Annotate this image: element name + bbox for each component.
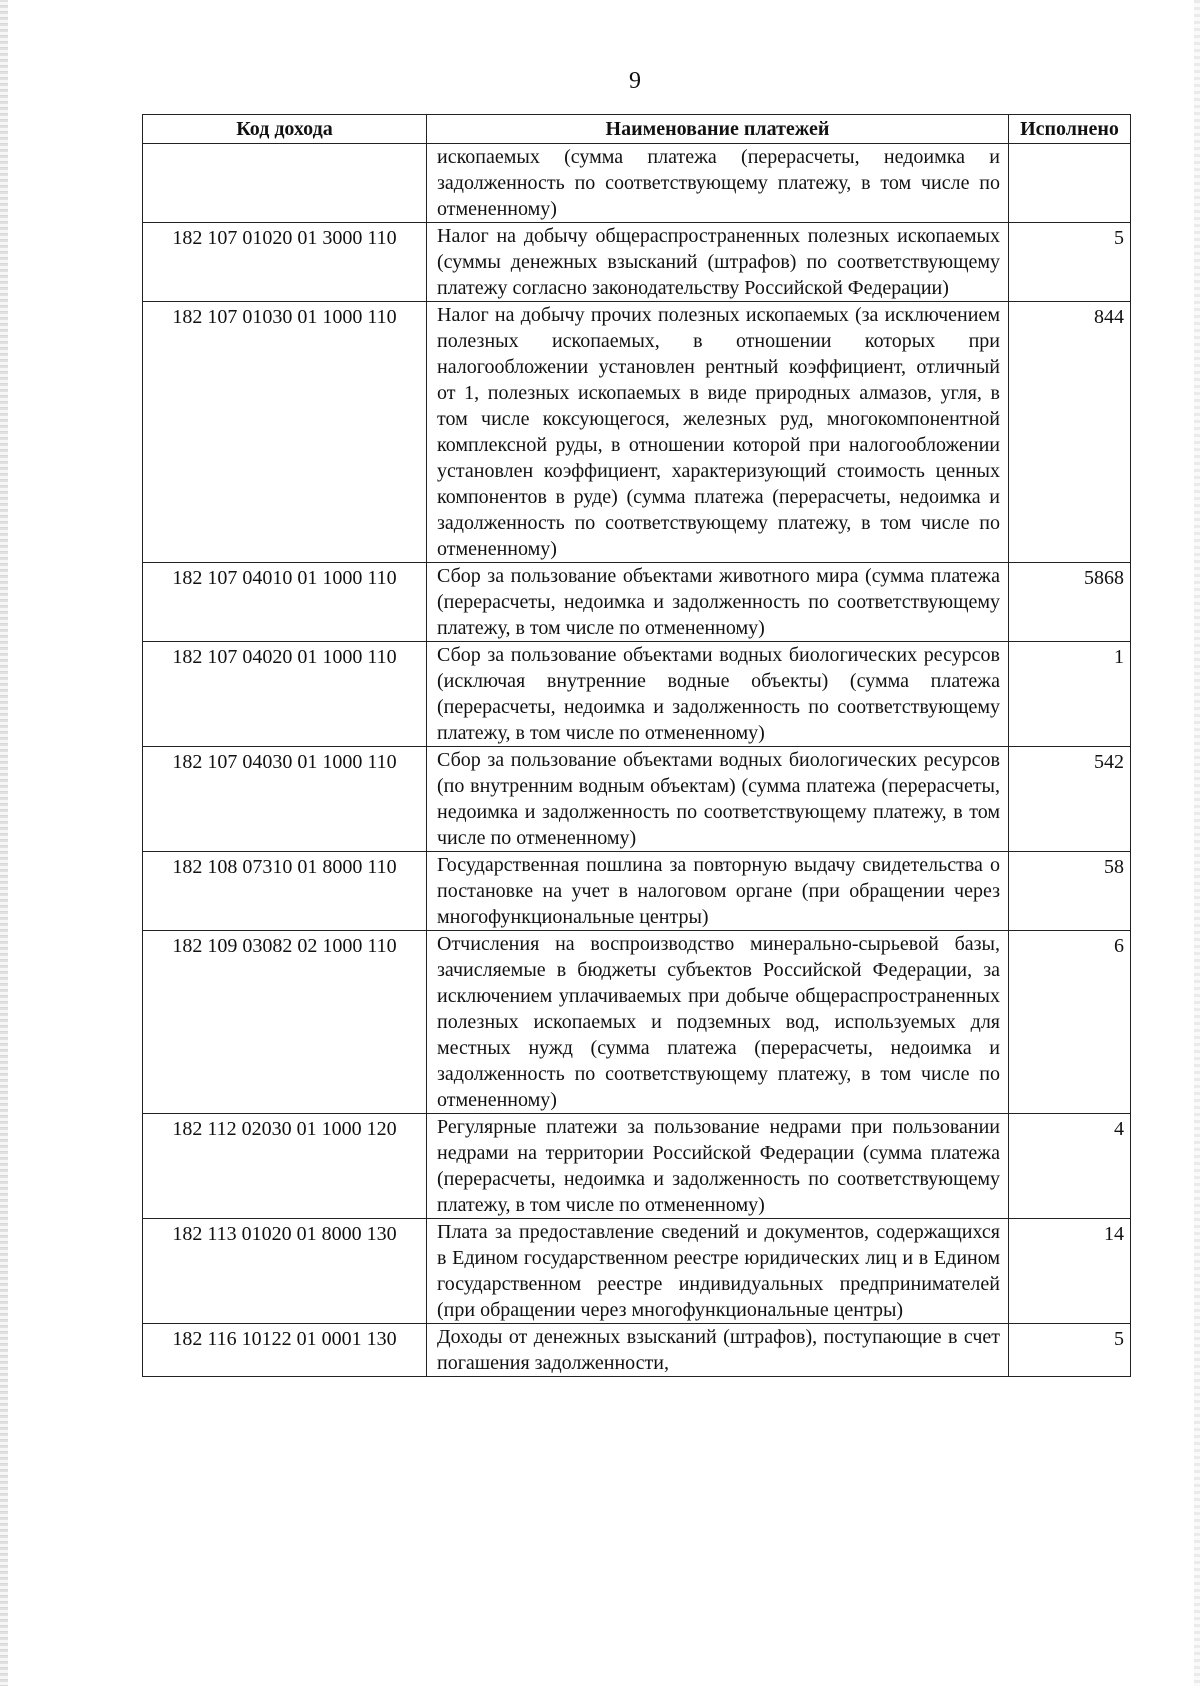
row-code: 182 112 02030 01 1000 120 xyxy=(143,1114,427,1219)
row-name: Налог на добычу общераспространенных полезных ископаемых (суммы денежных взысканий (штрафов) по соответствующему платежу согласно законодательству Российской Федерации) xyxy=(427,223,1009,302)
row-name: ископаемых (сумма платежа (перерасчеты, недоимка и задолженность по соответствующему платежу, в том числе по отмененному) xyxy=(427,144,1009,223)
table-row xyxy=(143,1324,1131,1377)
table-row xyxy=(143,642,1131,747)
row-name: Сбор за пользование объектами животного мира (сумма платежа (перерасчеты, недоимка и задолженность по соответствующему платежу, в том числе по отмененному) xyxy=(427,563,1009,642)
header-code: Код дохода xyxy=(143,115,427,144)
table-row xyxy=(143,302,1131,563)
row-amount: 5 xyxy=(1009,1324,1131,1377)
table-row xyxy=(143,144,1131,223)
table-row xyxy=(143,223,1131,302)
header-name: Наименование платежей xyxy=(427,115,1009,144)
table-row xyxy=(143,1114,1131,1219)
row-amount: 5 xyxy=(1009,223,1131,302)
row-code xyxy=(143,144,427,223)
row-amount: 4 xyxy=(1009,1114,1131,1219)
table-row xyxy=(143,563,1131,642)
revenue-table xyxy=(142,114,1131,1377)
header-amount: Исполнено xyxy=(1009,115,1131,144)
row-name: Сбор за пользование объектами водных биологических ресурсов (исключая внутренние водные объекты) (сумма платежа (перерасчеты, недоимка и задолженность по соответствующему платежу, в том числе по отмененному) xyxy=(427,642,1009,747)
row-name: Отчисления на воспроизводство минерально-сырьевой базы, зачисляемые в бюджеты субъектов Российской Федерации, за исключением уплачиваемых при добыче общераспространенных полезных ископаемых и подземных вод, используемых для местных нужд (сумма платежа (перерасчеты, недоимка и задолженность по соответствующему платежу, в том числе по отмененному) xyxy=(427,931,1009,1114)
table-row xyxy=(143,852,1131,931)
row-code: 182 116 10122 01 0001 130 xyxy=(143,1324,427,1377)
row-amount: 1 xyxy=(1009,642,1131,747)
table-row xyxy=(143,747,1131,852)
row-name: Плата за предоставление сведений и документов, содержащихся в Едином государственном реестре юридических лиц и в Едином государственном реестре индивидуальных предпринимателей (при обращении через многофункциональные центры) xyxy=(427,1219,1009,1324)
table-header-row xyxy=(143,115,1131,144)
row-name: Налог на добычу прочих полезных ископаемых (за исключением полезных ископаемых, в отношении которых при налогообложении установлен рентный коэффициент, отличный от 1, полезных ископаемых в виде природных алмазов, угля, в том числе коксующегося, железных руд, многокомпонентной комплексной руды, в отношении которой при налогообложении установлен коэффициент, характеризующий стоимость ценных компонентов в руде) (сумма платежа (перерасчеты, недоимка и задолженность по соответствующему платежу, в том числе по отмененному) xyxy=(427,302,1009,563)
page-number: 9 xyxy=(629,68,641,94)
table-row xyxy=(143,931,1131,1114)
row-code: 182 107 04030 01 1000 110 xyxy=(143,747,427,852)
row-amount: 58 xyxy=(1009,852,1131,931)
row-amount: 542 xyxy=(1009,747,1131,852)
row-amount: 5868 xyxy=(1009,563,1131,642)
row-amount: 6 xyxy=(1009,931,1131,1114)
row-code: 182 107 04010 01 1000 110 xyxy=(143,563,427,642)
scan-edge-right xyxy=(1194,0,1200,1686)
row-code: 182 108 07310 01 8000 110 xyxy=(143,852,427,931)
row-name: Государственная пошлина за повторную выдачу свидетельства о постановке на учет в налоговом органе (при обращении через многофункциональные центры) xyxy=(427,852,1009,931)
row-amount xyxy=(1009,144,1131,223)
row-name: Сбор за пользование объектами водных биологических ресурсов (по внутренним водным объектам) (сумма платежа (перерасчеты, недоимка и задолженность по соответствующему платежу, в том числе по отмененному) xyxy=(427,747,1009,852)
row-name: Регулярные платежи за пользование недрами при пользовании недрами на территории Российской Федерации (сумма платежа (перерасчеты, недоимка и задолженность по соответствующему платежу, в том числе по отмененному) xyxy=(427,1114,1009,1219)
row-code: 182 107 01020 01 3000 110 xyxy=(143,223,427,302)
row-code: 182 113 01020 01 8000 130 xyxy=(143,1219,427,1324)
scan-edge-left xyxy=(0,0,8,1686)
row-amount: 844 xyxy=(1009,302,1131,563)
row-code: 182 107 01030 01 1000 110 xyxy=(143,302,427,563)
row-code: 182 107 04020 01 1000 110 xyxy=(143,642,427,747)
row-code: 182 109 03082 02 1000 110 xyxy=(143,931,427,1114)
row-amount: 14 xyxy=(1009,1219,1131,1324)
table-row xyxy=(143,1219,1131,1324)
row-name: Доходы от денежных взысканий (штрафов), поступающие в счет погашения задолженности, xyxy=(427,1324,1009,1377)
